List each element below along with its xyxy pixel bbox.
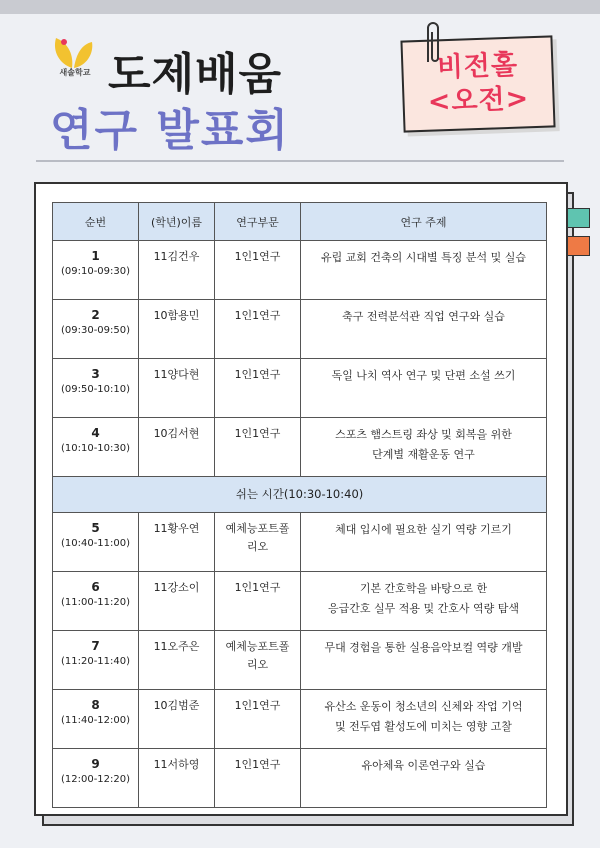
cell-line: 유아체육 이론연구와 실습 [361,759,486,772]
student-name: 11강소이 [153,581,200,594]
order-number: 7 [91,639,100,653]
title-line-2: 연구 발표회 [50,105,290,156]
green-tab [566,208,590,228]
table-header-row [53,203,547,241]
cell-line: 유립 교회 건축의 시대별 특징 분석 및 실습 [320,251,527,264]
order-number: 6 [91,580,100,594]
order-number: 1 [91,249,100,263]
cell-line: 스포츠 햄스트링 좌상 및 회복을 위한 [335,428,512,441]
category-cell [215,690,301,749]
order-cell [53,241,139,300]
header-topic: 연구 주제 [301,203,547,241]
time-slot: (09:50-10:10) [60,384,131,395]
title-line-1: 도제배움 [108,49,283,100]
cell-line: 응급간호 실무 적용 및 간호사 역량 탐색 [328,602,519,615]
time-slot: (09:10-09:30) [60,266,131,277]
session-label: <오전> [427,83,530,118]
name-cell [139,572,215,631]
category-cell [215,359,301,418]
cell-line: 예체능포트폴 [225,640,290,653]
cell-text: 1인1연구 [234,250,281,263]
student-name: 11양다현 [153,368,200,381]
time-slot: (12:00-12:20) [60,774,131,785]
break-label: 쉬는 시간(10:30-10:40) [53,477,547,513]
table-row [53,300,547,359]
orange-tab [566,236,590,256]
logo-text: 새솔학교 [59,68,91,77]
student-name: 11서하영 [153,758,200,771]
category-cell [215,572,301,631]
name-cell [139,418,215,477]
table-row [53,572,547,631]
cell-line: 리오 [246,540,269,553]
order-cell [53,572,139,631]
table-row [53,241,547,300]
time-slot: (10:40-11:00) [60,538,131,549]
name-cell [139,359,215,418]
order-number: 9 [91,757,100,771]
cell-line: 체대 입시에 필요한 실기 역량 기르기 [335,523,512,536]
name-cell [139,690,215,749]
student-name: 10함용민 [153,309,200,322]
paperclip-icon [422,18,444,68]
cell-line: 및 전두엽 활성도에 미치는 영향 고찰 [335,720,512,733]
order-cell [53,749,139,808]
time-slot: (11:00-11:20) [60,597,131,608]
name-cell [139,241,215,300]
header-divider [36,160,564,162]
name-cell [139,631,215,690]
cell-line: 리오 [246,658,269,671]
category-cell [215,418,301,477]
schedule-table [52,202,547,808]
header-category: 연구부문 [215,203,301,241]
order-number: 3 [91,367,100,381]
time-slot: (10:10-10:30) [60,443,131,454]
topic-cell [301,418,547,477]
topic-cell [301,241,547,300]
cell-text: 1인1연구 [234,368,281,381]
table-row [53,359,547,418]
cell-line: 기본 간호학을 바탕으로 한 [359,582,488,595]
topic-cell [301,513,547,572]
student-name: 10김서현 [153,427,200,440]
order-cell [53,690,139,749]
cell-text: 1인1연구 [234,581,281,594]
time-slot: (09:30-09:50) [60,325,131,336]
order-number: 2 [91,308,100,322]
time-slot: (11:40-12:00) [60,715,131,726]
student-name: 10김범준 [153,699,200,712]
order-cell [53,418,139,477]
topic-cell [301,300,547,359]
name-cell [139,513,215,572]
student-name: 11오주은 [153,640,200,653]
name-cell [139,300,215,359]
scalloped-edge [0,8,600,20]
leaf-sprout-icon [50,34,96,86]
student-name: 11김건우 [153,250,200,263]
cell-line: 축구 전력분석관 직업 연구와 실습 [342,310,505,323]
order-cell [53,631,139,690]
cell-text: 1인1연구 [234,699,281,712]
order-cell [53,513,139,572]
topic-cell [301,359,547,418]
order-cell [53,359,139,418]
cell-line: 유산소 운동이 청소년의 신체와 작업 기억 [324,700,523,713]
table-row [53,690,547,749]
table-row [53,749,547,808]
student-name: 11황우연 [153,522,200,535]
table-row [53,418,547,477]
cell-line: 무대 경험을 통한 실용음악보컬 역량 개발 [324,641,523,654]
time-slot: (11:20-11:40) [60,656,131,667]
venue-name: 비전홀 [436,49,519,84]
category-cell [215,241,301,300]
topic-cell [301,690,547,749]
order-number: 8 [91,698,100,712]
cell-line: 독일 나치 역사 연구 및 단편 소설 쓰기 [331,369,516,382]
cell-text: 1인1연구 [234,427,281,440]
table-row [53,631,547,690]
category-cell [215,749,301,808]
name-cell [139,749,215,808]
category-cell [215,631,301,690]
header-order: 순번 [53,203,139,241]
table-row [53,513,547,572]
topic-cell [301,572,547,631]
topic-cell [301,749,547,808]
cell-line: 단계별 재활운동 연구 [372,448,475,461]
category-cell [215,300,301,359]
break-row [53,477,547,513]
order-number: 4 [91,426,100,440]
order-number: 5 [91,521,100,535]
category-cell [215,513,301,572]
cell-text: 1인1연구 [234,309,281,322]
cell-line: 예체능포트폴 [225,522,290,535]
order-cell [53,300,139,359]
header-name: (학년)이름 [139,203,215,241]
topic-cell [301,631,547,690]
cell-text: 1인1연구 [234,758,281,771]
